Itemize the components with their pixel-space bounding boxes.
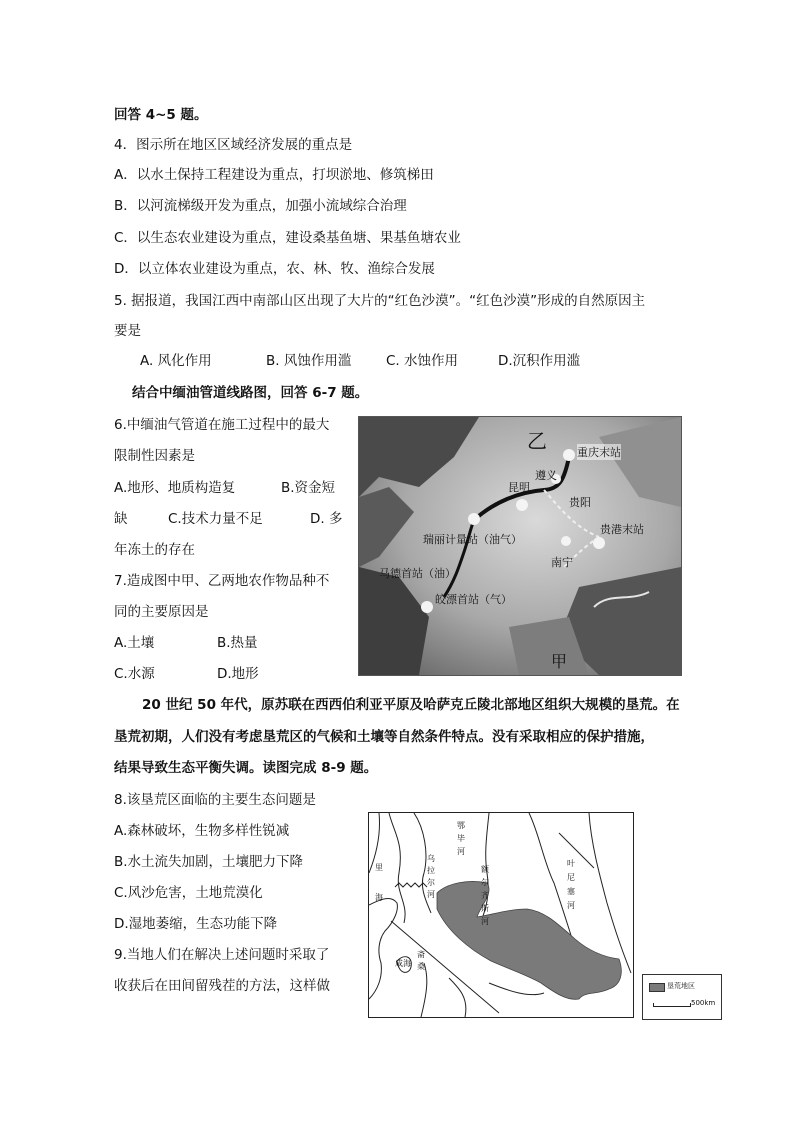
intro-8-9-line3: 结果导致生态平衡失调。读图完成 8-9 题。 [114, 760, 378, 776]
question-8-option-c: C.风沙危害，土地荒漠化 [114, 885, 263, 901]
map-label-ruili: 瑞丽计量站（油气） [423, 533, 522, 546]
question-5-option-b: B. 风蚀作用滥 [266, 353, 352, 369]
question-7-stem-line2: 同的主要原因是 [114, 604, 209, 620]
map-label-yi: 乙 [527, 429, 547, 453]
map-label-guigang: 贵港末站 [600, 523, 644, 536]
question-7-stem-line1: 7.造成图中甲、乙两地农作物品种不 [114, 573, 330, 589]
question-9-stem-line1: 9.当地人们在解决上述问题时采取了 [114, 947, 330, 963]
question-4-option-b: B．以河流梯级开发为重点，加强小流域综合治理 [114, 198, 407, 214]
answer-instruction-4-5: 回答 4~5 题。 [114, 107, 208, 123]
scale-label: 500km [691, 999, 716, 1007]
reclamation-map [368, 812, 634, 1018]
question-4-option-a: A．以水土保持工程建设为重点，打坝淤地、修筑梯田 [114, 167, 434, 183]
map-label-ob: 鄂 毕 河 [457, 821, 465, 856]
map-label-jia: 甲 [551, 652, 568, 671]
question-8-stem: 8.该垦荒区面临的主要生态问题是 [114, 792, 316, 808]
map-label-xian: 咸海 [395, 959, 411, 968]
map-label-ural: 乌 拉 尔 河 [427, 854, 435, 899]
question-5-stem-line1: 5. 据报道，我国江西中南部山区出现了大片的“红色沙漠”。“红色沙漠”形成的自然原因主 [114, 293, 646, 309]
question-5-stem-line2: 要是 [114, 323, 141, 339]
map-label-guiyang: 贵阳 [569, 496, 591, 509]
question-4-stem: 4．图示所在地区区域经济发展的重点是 [114, 137, 353, 153]
question-6-stem-line1: 6.中缅油气管道在施工过程中的最大 [114, 417, 330, 433]
question-7-option-c: C.水源 [114, 666, 155, 682]
reclaimed-area [437, 881, 621, 999]
question-6-option-c: C.技术力量不足 [168, 511, 263, 527]
question-5-option-c: C. 水蚀作用 [386, 353, 459, 369]
pipeline-map [358, 416, 682, 676]
map-label-chongqing: 重庆末站 [577, 446, 621, 459]
question-7-option-a: A.土壤 [114, 635, 155, 651]
question-8-option-d: D.湿地萎缩，生态功能下降 [114, 916, 278, 932]
jiaopiao-marker [421, 601, 433, 613]
map-label-zhaisang: 斋 桑 [417, 950, 425, 971]
question-6-option-b: B.资金短 [281, 480, 336, 496]
nanning-marker [561, 536, 571, 546]
legend-label: 垦荒地区 [667, 982, 695, 990]
question-6-option-b-cont: 缺 [114, 511, 128, 527]
map-label-ye: 叶 尼 塞 河 [567, 859, 575, 910]
map-label-kunming: 昆明 [508, 481, 530, 494]
intro-8-9-line1: 20 世纪 50 年代，原苏联在西西伯利亚平原及哈萨克丘陵北部地区组织大规模的垦荒。在 [142, 697, 680, 713]
question-4-option-c: C．以生态农业建设为重点，建设桑基鱼塘、果基鱼塘农业 [114, 230, 461, 246]
question-7-option-b: B.热量 [217, 635, 258, 651]
map-label-zunyi: 遵义 [535, 469, 557, 482]
map-label-li: 里 海 [375, 863, 383, 902]
map-label-jiaopiao: 皎漂首站（气） [435, 593, 512, 606]
legend-swatch [649, 983, 665, 992]
kunming-marker [516, 499, 528, 511]
map-label-made: 马德首站（油） [379, 567, 456, 580]
map-label-irtysh: 额 尔 齐 斯 河 [481, 865, 489, 926]
question-5-option-d: D.沉积作用滥 [498, 353, 581, 369]
question-7-option-d: D.地形 [217, 666, 259, 682]
question-4-option-d: D．以立体农业建设为重点，农、林、牧、渔综合发展 [114, 261, 435, 277]
ruili-marker [468, 513, 480, 525]
question-6-option-a: A.地形、地质构造复 [114, 480, 236, 496]
question-5-option-a: A. 风化作用 [140, 353, 212, 369]
chongqing-marker [563, 449, 575, 461]
question-6-option-d: D. 多 [310, 511, 343, 527]
question-6-stem-line2: 限制性因素是 [114, 448, 195, 464]
map-label-nanning: 南宁 [551, 556, 573, 569]
question-8-option-a: A.森林破坏，生物多样性锐减 [114, 823, 290, 839]
question-8-option-b: B.水土流失加剧，土壤肥力下降 [114, 854, 304, 870]
question-6-option-d-cont: 年冻土的存在 [114, 542, 195, 558]
intro-questions-6-7: 结合中缅油管道线路图，回答 6-7 题。 [132, 385, 369, 401]
question-9-stem-line2: 收获后在田间留残茬的方法，这样做 [114, 978, 330, 994]
intro-8-9-line2: 垦荒初期，人们没有考虑垦荒区的气候和土壤等自然条件特点。没有采取相应的保护措施， [114, 729, 654, 745]
map-legend [642, 974, 722, 1020]
scale-bar [653, 1003, 691, 1007]
guigang-marker [593, 537, 605, 549]
